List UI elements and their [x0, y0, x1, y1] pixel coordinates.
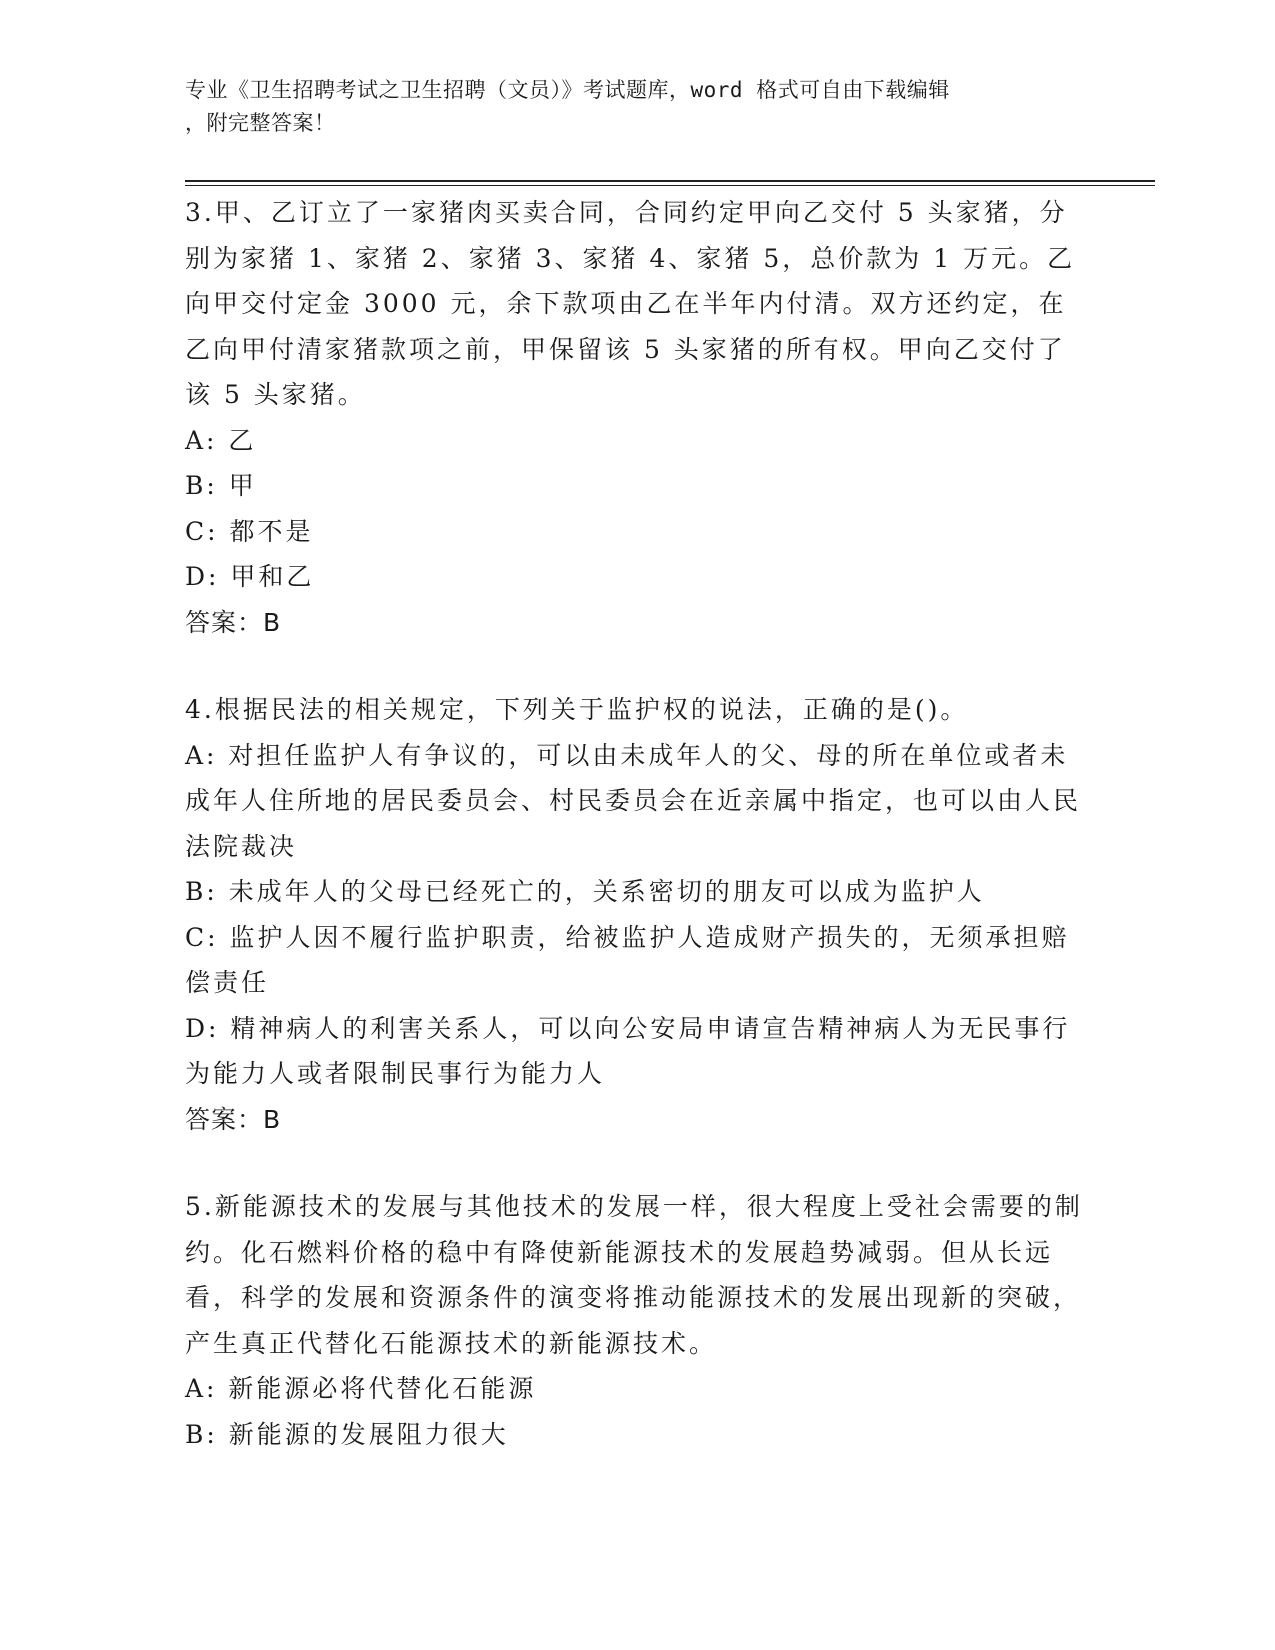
header-divider: [185, 180, 1155, 186]
answer-label: 答案：B: [185, 607, 282, 637]
option-c: C: 都不是: [185, 516, 314, 546]
option-b: B: 新能源的发展阻力很大: [185, 1419, 509, 1449]
option-a: A: 对担任监护人有争议的，可以由未成年人的父、母的所在单位或者未成年人住所地的居民委员会、村民委员会在近亲属中指定，也可以由人民法院裁决: [185, 740, 1082, 861]
header-line-1: 专业《卫生招聘考试之卫生招聘（文员）》考试题库，word 格式可自由下载编辑: [185, 78, 950, 102]
question-3: [185, 190, 1085, 645]
option-b: B: 甲: [185, 471, 257, 500]
question-text: 3.甲、乙订立了一家猪肉买卖合同，合同约定甲向乙交付 5 头家猪，分别为家猪 1、家猪 2、家猪 3、家猪 4、家猪 5，总价款为 1 万元。乙向甲交付定金 3000 元，余下款项由乙在半年内付清。双方还约定，在乙向甲付清家猪款项之前，甲保留该 5 头家猪的所有权。甲向乙交付了该 5 头家猪。: [185, 198, 1076, 409]
option-d: D: 精神病人的利害关系人，可以向公安局申请宣告精神病人为无民事行为能力人或者限制民事行为能力人: [185, 1013, 1071, 1088]
option-b: B: 未成年人的父母已经死亡的，关系密切的朋友可以成为监护人: [185, 877, 985, 906]
option-a: A: 乙: [185, 425, 257, 455]
header-line-2: ，附完整答案！: [185, 111, 336, 135]
question-5: [185, 1184, 1085, 1457]
answer-label: 答案：B: [185, 1104, 282, 1134]
question-text: 5.新能源技术的发展与其他技术的发展一样，很大程度上受社会需要的制约。化石燃料价格的稳中有降使新能源技术的发展趋势减弱。但从长远看，科学的发展和资源条件的演变将推动能源技术的发展出现新的突破，产生真正代替化石能源技术的新能源技术。: [185, 1192, 1083, 1358]
option-c: C: 监护人因不履行监护职责，给被监护人造成财产损失的，无须承担赔偿责任: [185, 922, 1070, 997]
option-d: D: 甲和乙: [185, 562, 315, 591]
question-4: [185, 687, 1085, 1142]
question-text: 4.根据民法的相关规定，下列关于监护权的说法，正确的是()。: [185, 695, 969, 724]
document-header: [185, 74, 1065, 140]
option-a: A: 新能源必将代替化石能源: [185, 1374, 537, 1403]
question-list: [185, 190, 1085, 1499]
